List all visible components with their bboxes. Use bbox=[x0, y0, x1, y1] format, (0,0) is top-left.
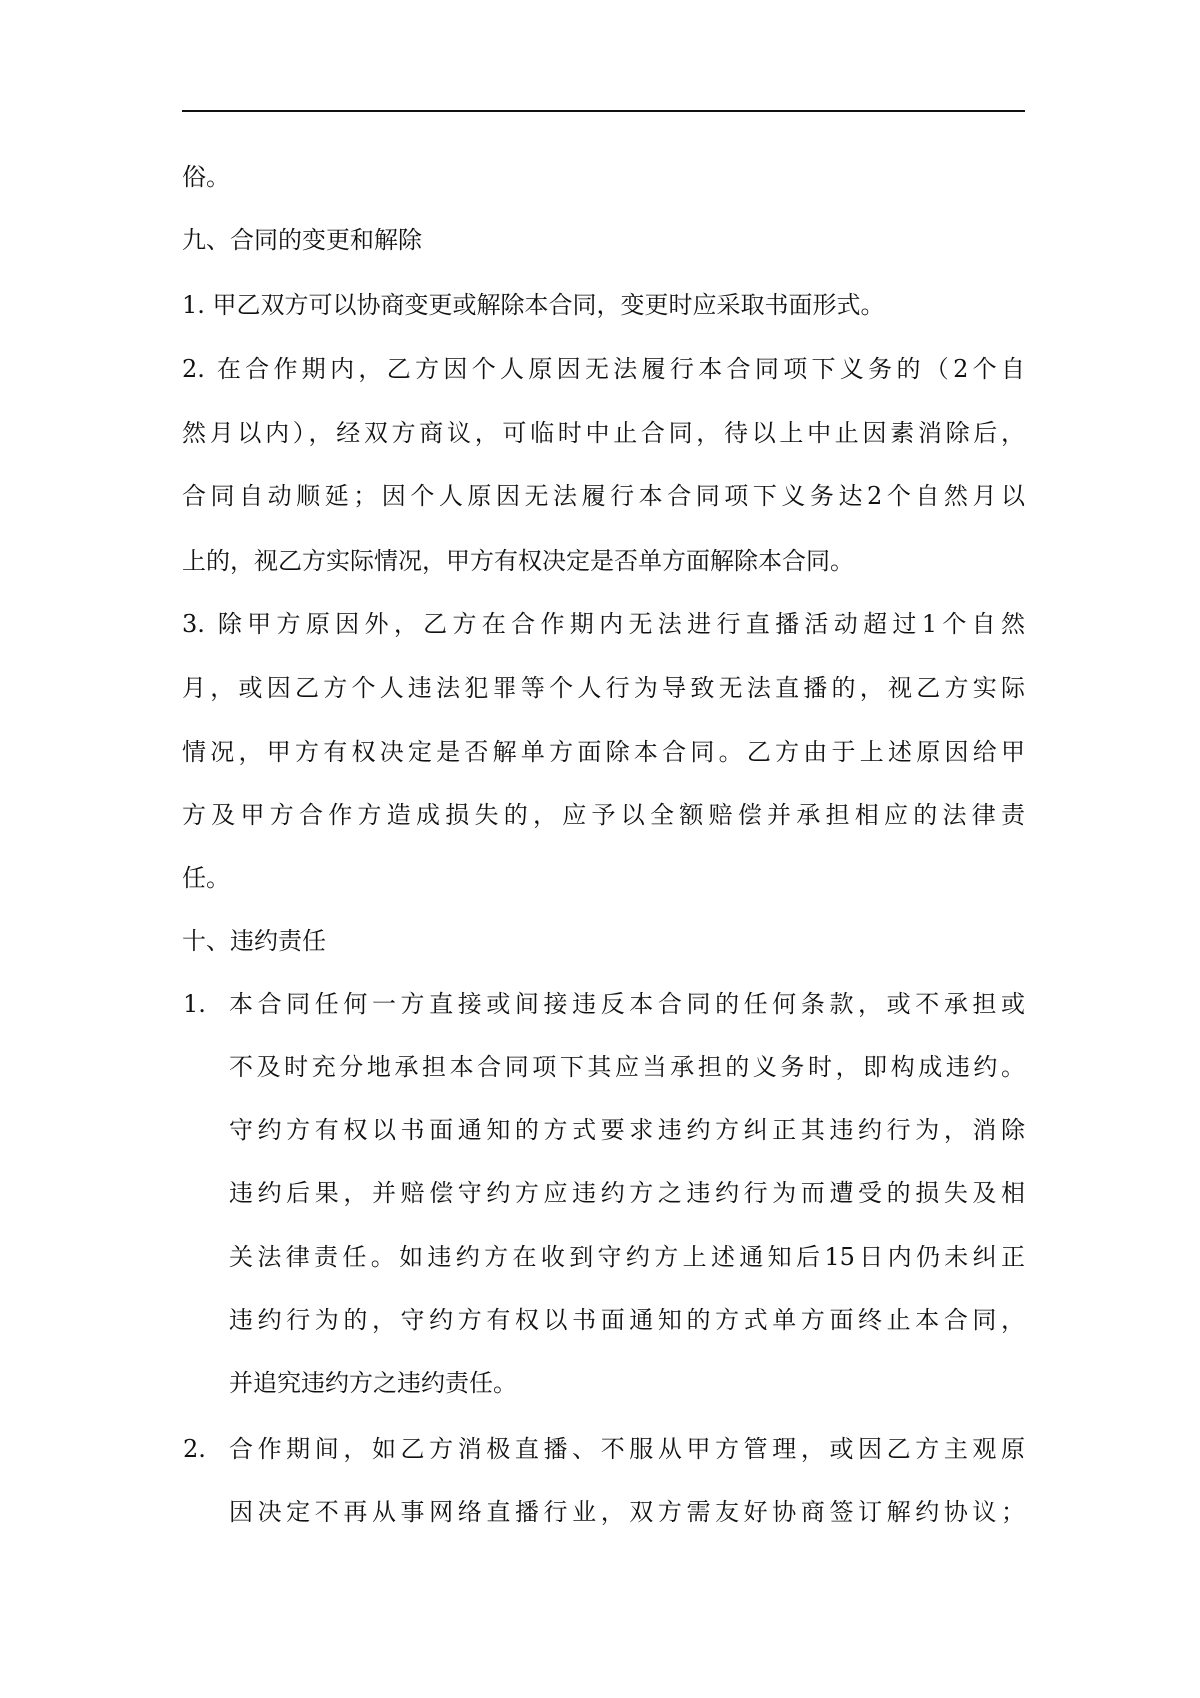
list-number: 1. bbox=[183, 990, 206, 1018]
text-line: 俗。 bbox=[182, 163, 230, 191]
section-heading: 九、合同的变更和解除 bbox=[182, 226, 422, 254]
text-line: 不及时充分地承担本合同项下其应当承担的义务时，即构成违约。 bbox=[229, 1053, 1025, 1081]
text-line: 因决定不再从事网络直播行业，双方需友好协商签订解约协议； bbox=[229, 1498, 1025, 1526]
text-line: 违约行为的，守约方有权以书面通知的方式单方面终止本合同， bbox=[229, 1306, 1025, 1334]
list-number: 2. bbox=[183, 1435, 206, 1463]
text-line: 月，或因乙方个人违法犯罪等个人行为导致无法直播的，视乙方实际 bbox=[182, 674, 1025, 702]
text-line: 本合同任何一方直接或间接违反本合同的任何条款，或不承担或 bbox=[229, 990, 1025, 1018]
text-line: 然月以内），经双方商议，可临时中止合同，待以上中止因素消除后， bbox=[182, 419, 1025, 447]
text-line: 任。 bbox=[182, 864, 230, 892]
text-line: 3. 除甲方原因外，乙方在合作期内无法进行直播活动超过1个自然 bbox=[182, 610, 1025, 638]
header-rule bbox=[182, 110, 1025, 112]
text-line: 上的，视乙方实际情况，甲方有权决定是否单方面解除本合同。 bbox=[182, 547, 854, 575]
text-line: 2. 在合作期内，乙方因个人原因无法履行本合同项下义务的（2个自 bbox=[182, 355, 1025, 383]
text-line: 合同自动顺延；因个人原因无法履行本合同项下义务达2个自然月以 bbox=[182, 482, 1025, 510]
text-line: 情况，甲方有权决定是否解单方面除本合同。乙方由于上述原因给甲 bbox=[182, 738, 1025, 766]
text-line: 守约方有权以书面通知的方式要求违约方纠正其违约行为，消除 bbox=[229, 1116, 1025, 1144]
text-line: 1. 甲乙双方可以协商变更或解除本合同，变更时应采取书面形式。 bbox=[182, 291, 885, 319]
section-heading: 十、违约责任 bbox=[182, 927, 326, 955]
text-line: 违约后果，并赔偿守约方应违约方之违约行为而遭受的损失及相 bbox=[229, 1179, 1025, 1207]
text-line: 关法律责任。如违约方在收到守约方上述通知后15日内仍未纠正 bbox=[229, 1243, 1025, 1271]
text-line: 合作期间，如乙方消极直播、不服从甲方管理，或因乙方主观原 bbox=[229, 1435, 1025, 1463]
text-line: 并追究违约方之违约责任。 bbox=[229, 1369, 517, 1397]
text-line: 方及甲方合作方造成损失的，应予以全额赔偿并承担相应的法律责 bbox=[182, 801, 1025, 829]
